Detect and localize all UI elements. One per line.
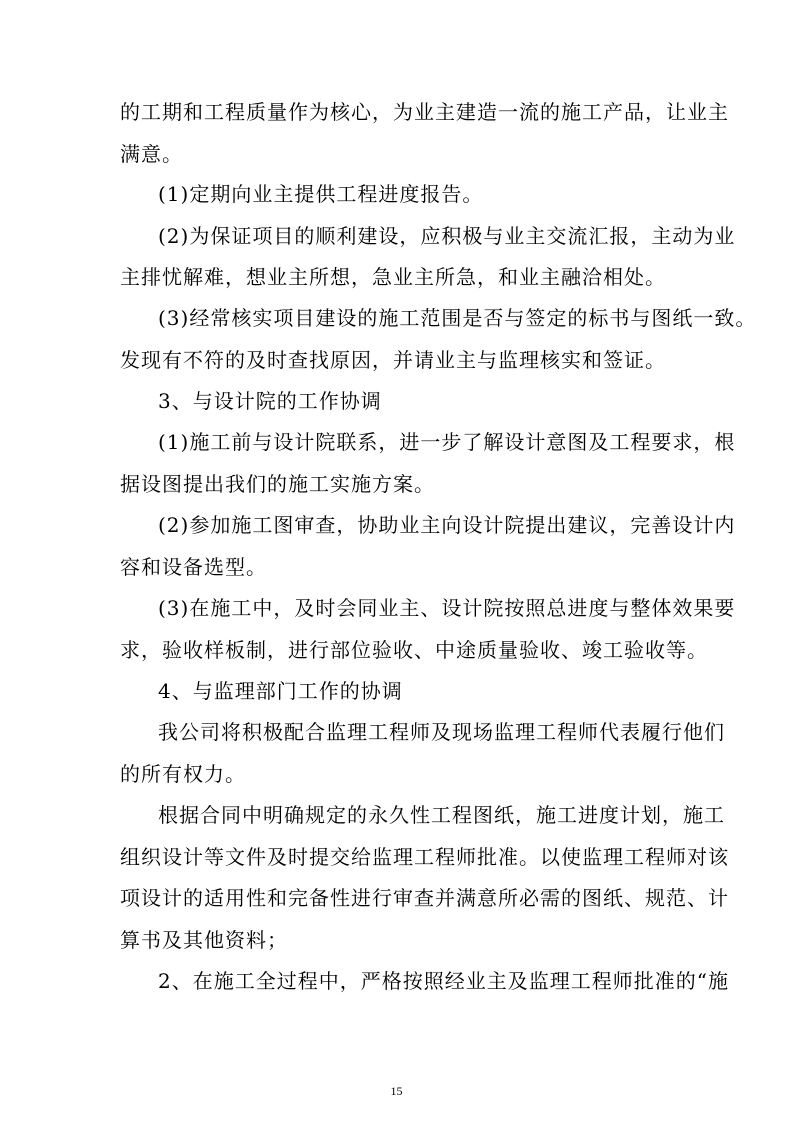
list-item-line: (2)参加施工图审查，协助业主向设计院提出建议，完善设计内 bbox=[158, 513, 736, 537]
list-item-line: (1)定期向业主提供工程进度报告。 bbox=[158, 182, 484, 206]
page-number: 15 bbox=[390, 1084, 403, 1098]
paragraph-line: 项设计的适用性和完备性进行审查并满意所必需的图纸、规范、计 bbox=[120, 886, 729, 910]
paragraph-line: 我公司将积极配合监理工程师及现场监理工程师代表履行他们 bbox=[158, 720, 725, 744]
list-item-line: (3)在施工中，及时会同业主、设计院按照总进度与整体效果要 bbox=[158, 596, 736, 620]
section-heading: 4、与监理部门工作的协调 bbox=[158, 679, 403, 703]
paragraph-line: 发现有不符的及时查找原因，并请业主与监理核实和签证。 bbox=[120, 348, 666, 372]
paragraph-line: 2、在施工全过程中，严格按照经业主及监理工程师批准的“施 bbox=[158, 969, 729, 993]
paragraph-line: 算书及其他资料； bbox=[120, 928, 288, 952]
list-item-line: (3)经常核实项目建设的施工范围是否与签定的标书与图纸一致。 bbox=[158, 306, 757, 330]
section-heading: 3、与设计院的工作协调 bbox=[158, 389, 382, 413]
list-item-line: (1)施工前与设计院联系，进一步了解设计意图及工程要求，根 bbox=[158, 430, 736, 454]
paragraph-line: 的所有权力。 bbox=[120, 762, 246, 786]
paragraph-line: 主排忧解难，想业主所想，急业主所急，和业主融洽相处。 bbox=[120, 265, 666, 289]
paragraph-line: 组织设计等文件及时提交给监理工程师批准。以使监理工程师对该 bbox=[120, 845, 729, 869]
paragraph-line: 满意。 bbox=[120, 142, 183, 166]
paragraph-line: 求，验收样板制，进行部位验收、中途质量验收、竣工验收等。 bbox=[120, 638, 708, 662]
paragraph-line: 的工期和工程质量作为核心，为业主建造一流的施工产品，让业主 bbox=[120, 100, 729, 124]
list-item-line: (2)为保证项目的顺利建设，应积极与业主交流汇报，主动为业 bbox=[158, 224, 736, 248]
paragraph-line: 据设图提出我们的施工实施方案。 bbox=[120, 472, 435, 496]
paragraph-line: 容和设备选型。 bbox=[120, 555, 267, 579]
paragraph-line: 根据合同中明确规定的永久性工程图纸，施工进度计划，施工 bbox=[158, 803, 725, 827]
